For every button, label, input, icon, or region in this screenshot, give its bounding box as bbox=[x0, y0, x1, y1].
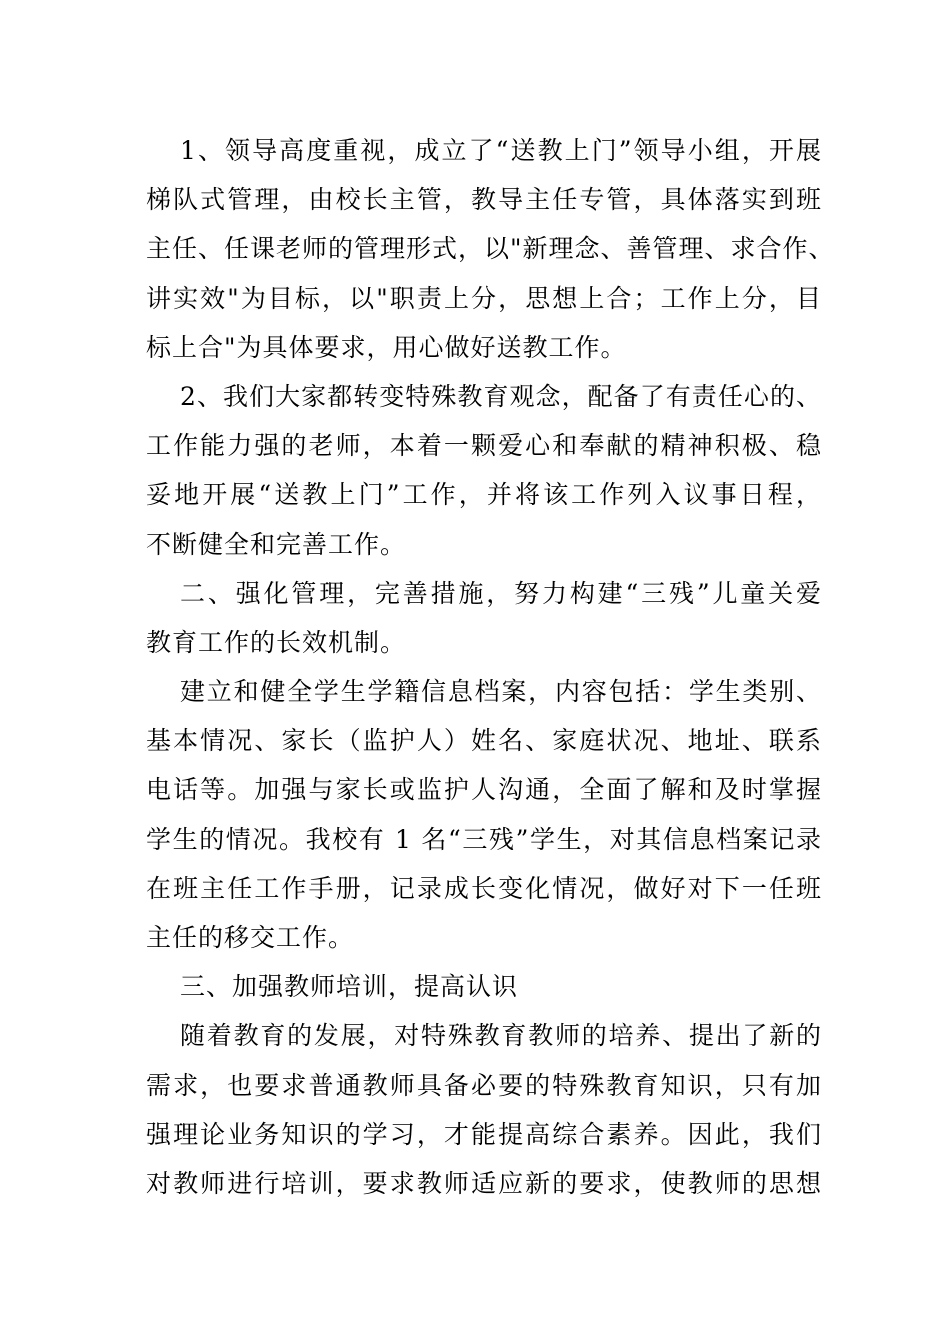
text-line: 讲实效"为目标，以"职责上分，思想上合；工作上分，目 bbox=[146, 283, 822, 313]
text-line: 主任、任课老师的管理形式，以"新理念、善管理、求合作、 bbox=[146, 234, 835, 264]
text-line: 建立和健全学生学籍信息档案，内容包括：学生类别、 bbox=[180, 677, 822, 707]
text-line: 学生的情况。我校有 1 名“三残”学生，对其信息档案记录 bbox=[146, 824, 822, 854]
text-line: 三、加强教师培训，提高认识 bbox=[180, 972, 519, 1002]
text-line: 2、我们大家都转变特殊教育观念，配备了有责任心的、 bbox=[180, 381, 822, 411]
text-line: 需求，也要求普通教师具备必要的特殊教育知识，只有加 bbox=[146, 1070, 822, 1100]
text-line: 二、强化管理，完善措施，努力构建“三残”儿童关爱 bbox=[180, 578, 822, 608]
text-line: 对教师进行培训，要求教师适应新的要求，使教师的思想 bbox=[146, 1168, 822, 1198]
text-line: 不断健全和完善工作。 bbox=[146, 529, 407, 559]
text-line: 强理论业务知识的学习，才能提高综合素养。因此，我们 bbox=[146, 1119, 822, 1149]
text-line: 随着教育的发展，对特殊教育教师的培养、提出了新的 bbox=[180, 1021, 822, 1051]
text-line: 电话等。加强与家长或监护人沟通，全面了解和及时掌握 bbox=[146, 775, 822, 805]
text-line: 在班主任工作手册，记录成长变化情况，做好对下一任班 bbox=[146, 873, 822, 903]
document-body bbox=[146, 126, 835, 1208]
text-line: 妥地开展“送教上门”工作，并将该工作列入议事日程， bbox=[146, 480, 822, 510]
text-line: 1、领导高度重视，成立了“送教上门”领导小组，开展 bbox=[180, 136, 822, 165]
text-line: 标上合"为具体要求，用心做好送教工作。 bbox=[146, 332, 627, 362]
text-line: 工作能力强的老师，本着一颗爱心和奉献的精神积极、稳 bbox=[146, 431, 822, 461]
text-line: 梯队式管理，由校长主管，教导主任专管，具体落实到班 bbox=[146, 185, 822, 215]
text-line: 基本情况、家长（监护人）姓名、家庭状况、地址、联系 bbox=[146, 726, 822, 756]
text-line: 教育工作的长效机制。 bbox=[146, 627, 407, 657]
text-line: 主任的移交工作。 bbox=[146, 923, 355, 952]
